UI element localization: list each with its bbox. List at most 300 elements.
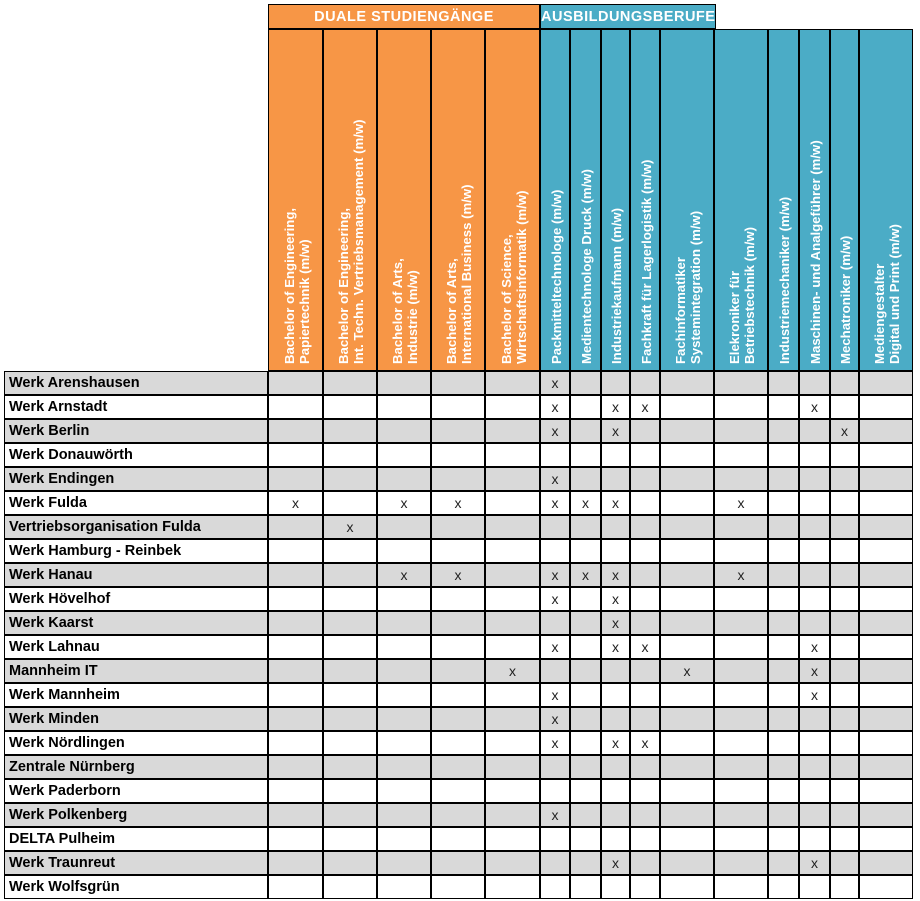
table-cell — [570, 755, 601, 779]
check-mark: x — [540, 371, 570, 395]
table-cell — [601, 515, 630, 539]
table-cell — [323, 683, 377, 707]
table-cell — [377, 467, 431, 491]
table-cell — [768, 491, 799, 515]
table-cell — [323, 803, 377, 827]
table-cell — [630, 515, 660, 539]
table-cell — [660, 611, 714, 635]
table-cell — [768, 731, 799, 755]
table-cell — [799, 803, 830, 827]
table-cell — [570, 803, 601, 827]
table-cell — [768, 515, 799, 539]
check-mark: x — [714, 563, 768, 587]
table-cell — [859, 539, 913, 563]
table-cell — [714, 803, 768, 827]
check-mark: x — [799, 395, 830, 419]
table-cell — [377, 611, 431, 635]
column-header-label: Medientechnologe Druck (m/w) — [579, 169, 594, 364]
table-cell — [601, 467, 630, 491]
table-cell — [540, 443, 570, 467]
check-mark: x — [601, 851, 630, 875]
check-mark: x — [601, 587, 630, 611]
check-mark: x — [323, 515, 377, 539]
table-cell — [431, 371, 485, 395]
table-cell — [830, 395, 859, 419]
table-cell — [570, 659, 601, 683]
check-mark: x — [268, 491, 323, 515]
table-cell — [485, 371, 540, 395]
table-cell — [485, 683, 540, 707]
table-cell — [377, 659, 431, 683]
table-cell — [799, 467, 830, 491]
table-cell — [431, 539, 485, 563]
table-cell — [431, 395, 485, 419]
table-cell — [830, 707, 859, 731]
table-cell — [268, 707, 323, 731]
table-cell — [485, 875, 540, 899]
check-mark: x — [601, 563, 630, 587]
table-cell — [859, 395, 913, 419]
column-header-label: Fachkraft für Lagerlogistik (m/w) — [638, 159, 654, 364]
table-cell — [630, 683, 660, 707]
column-header-label: Mediengestalter Digital und Print (m/w) — [872, 224, 902, 364]
table-cell — [377, 827, 431, 851]
check-mark: x — [799, 683, 830, 707]
column-header-label: Maschinen- und Analgeführer (m/w) — [808, 140, 823, 364]
table-cell — [630, 371, 660, 395]
table-cell — [830, 827, 859, 851]
table-cell — [799, 587, 830, 611]
check-mark: x — [630, 635, 660, 659]
table-cell — [540, 611, 570, 635]
table-cell — [268, 755, 323, 779]
table-cell — [799, 515, 830, 539]
row-label: Werk Traunreut — [4, 851, 268, 875]
table-cell — [660, 755, 714, 779]
row-label: Werk Mannheim — [4, 683, 268, 707]
table-cell — [630, 827, 660, 851]
table-cell — [768, 683, 799, 707]
table-cell — [660, 827, 714, 851]
table-cell — [714, 851, 768, 875]
table-cell — [570, 611, 601, 635]
table-cell — [660, 443, 714, 467]
column-header — [830, 29, 859, 371]
table-cell — [768, 563, 799, 587]
table-cell — [859, 875, 913, 899]
table-cell — [485, 779, 540, 803]
check-mark: x — [431, 563, 485, 587]
table-cell — [377, 395, 431, 419]
table-cell — [660, 875, 714, 899]
table-cell — [377, 755, 431, 779]
check-mark: x — [540, 683, 570, 707]
table-cell — [601, 875, 630, 899]
table-cell — [768, 611, 799, 635]
table-cell — [323, 491, 377, 515]
check-mark: x — [799, 851, 830, 875]
check-mark: x — [714, 491, 768, 515]
table-cell — [485, 491, 540, 515]
table-cell — [768, 635, 799, 659]
column-header — [768, 29, 799, 371]
check-mark: x — [660, 659, 714, 683]
table-cell — [540, 539, 570, 563]
table-cell — [714, 875, 768, 899]
check-mark: x — [630, 731, 660, 755]
row-label: Werk Wolfsgrün — [4, 875, 268, 899]
table-cell — [768, 467, 799, 491]
table-cell — [660, 371, 714, 395]
table-cell — [630, 539, 660, 563]
column-header-label: Industriemechaniker (m/w) — [777, 196, 792, 364]
table-cell — [660, 491, 714, 515]
table-cell — [485, 707, 540, 731]
table-cell — [630, 779, 660, 803]
table-cell — [323, 635, 377, 659]
table-cell — [570, 467, 601, 491]
table-cell — [768, 539, 799, 563]
check-mark: x — [601, 611, 630, 635]
check-mark: x — [601, 731, 630, 755]
table-cell — [431, 875, 485, 899]
table-cell — [714, 659, 768, 683]
table-cell — [660, 707, 714, 731]
table-cell — [570, 419, 601, 443]
check-mark: x — [540, 587, 570, 611]
table-cell — [830, 635, 859, 659]
table-cell — [485, 731, 540, 755]
table-cell — [570, 851, 601, 875]
table-cell — [377, 683, 431, 707]
table-cell — [323, 467, 377, 491]
column-header — [601, 29, 630, 371]
table-cell — [431, 443, 485, 467]
table-cell — [570, 395, 601, 419]
table-cell — [431, 755, 485, 779]
table-cell — [268, 659, 323, 683]
table-cell — [714, 515, 768, 539]
row-label: Zentrale Nürnberg — [4, 755, 268, 779]
table-cell — [323, 371, 377, 395]
table-cell — [630, 563, 660, 587]
column-header — [485, 29, 540, 371]
table-cell — [660, 803, 714, 827]
table-cell — [714, 467, 768, 491]
table-cell — [830, 779, 859, 803]
table-cell — [660, 419, 714, 443]
table-cell — [859, 611, 913, 635]
table-cell — [570, 539, 601, 563]
check-mark: x — [377, 491, 431, 515]
table-cell — [570, 875, 601, 899]
check-mark: x — [540, 491, 570, 515]
row-label: Werk Donauwörth — [4, 443, 268, 467]
table-cell — [859, 851, 913, 875]
table-cell — [660, 635, 714, 659]
table-cell — [601, 827, 630, 851]
table-cell — [377, 443, 431, 467]
check-mark: x — [540, 635, 570, 659]
table-cell — [431, 707, 485, 731]
table-cell — [714, 731, 768, 755]
table-cell — [768, 659, 799, 683]
table-cell — [377, 851, 431, 875]
table-cell — [268, 683, 323, 707]
table-cell — [323, 779, 377, 803]
table-cell — [830, 539, 859, 563]
column-header-label: Industriekaufmann (m/w) — [609, 207, 624, 364]
table-cell — [714, 371, 768, 395]
table-cell — [660, 731, 714, 755]
table-cell — [859, 587, 913, 611]
table-cell — [859, 707, 913, 731]
row-label: Werk Arenshausen — [4, 371, 268, 395]
table-cell — [377, 587, 431, 611]
table-cell — [768, 779, 799, 803]
group-header: AUSBILDUNGSBERUFE — [540, 4, 716, 29]
table-cell — [830, 803, 859, 827]
table-cell — [799, 611, 830, 635]
table-cell — [268, 611, 323, 635]
table-cell — [323, 731, 377, 755]
table-cell — [799, 827, 830, 851]
table-cell — [323, 611, 377, 635]
table-cell — [601, 707, 630, 731]
table-cell — [485, 467, 540, 491]
table-cell — [323, 707, 377, 731]
table-cell — [268, 587, 323, 611]
table-cell — [859, 755, 913, 779]
table-cell — [630, 587, 660, 611]
table-cell — [323, 587, 377, 611]
table-cell — [830, 683, 859, 707]
check-mark: x — [377, 563, 431, 587]
check-mark: x — [540, 803, 570, 827]
table-cell — [377, 371, 431, 395]
table-cell — [268, 467, 323, 491]
table-cell — [830, 443, 859, 467]
table-cell — [714, 635, 768, 659]
table-cell — [799, 779, 830, 803]
table-cell — [601, 659, 630, 683]
table-cell — [714, 539, 768, 563]
table-cell — [714, 827, 768, 851]
table-cell — [485, 635, 540, 659]
table-cell — [268, 827, 323, 851]
table-cell — [859, 683, 913, 707]
row-label: Werk Nördlingen — [4, 731, 268, 755]
table-cell — [377, 731, 431, 755]
table-cell — [859, 563, 913, 587]
table-cell — [859, 731, 913, 755]
table-cell — [540, 875, 570, 899]
table-cell — [601, 803, 630, 827]
table-cell — [660, 395, 714, 419]
table-cell — [431, 827, 485, 851]
table-cell — [859, 515, 913, 539]
column-header — [540, 29, 570, 371]
column-header — [268, 29, 323, 371]
table-cell — [601, 779, 630, 803]
column-header-label: Bachelor of Science, Wirtschaftsinformatik (m/w) — [498, 190, 529, 364]
table-cell — [768, 707, 799, 731]
table-cell — [431, 731, 485, 755]
table-cell — [268, 779, 323, 803]
column-header — [431, 29, 485, 371]
table-cell — [431, 683, 485, 707]
column-header-label: Bachelor of Arts, International Business (m/w) — [444, 184, 474, 364]
check-mark: x — [540, 467, 570, 491]
table-cell — [830, 851, 859, 875]
column-header-label: Bachelor of Arts, Industrie (m/w) — [390, 258, 420, 364]
row-label: Werk Arnstadt — [4, 395, 268, 419]
table-cell — [768, 371, 799, 395]
table-cell — [714, 587, 768, 611]
table-cell — [485, 395, 540, 419]
table-cell — [268, 515, 323, 539]
table-cell — [660, 515, 714, 539]
table-cell — [268, 635, 323, 659]
table-cell — [830, 563, 859, 587]
table-cell — [268, 875, 323, 899]
table-cell — [859, 803, 913, 827]
table-cell — [377, 419, 431, 443]
row-label: Werk Hamburg - Reinbek — [4, 539, 268, 563]
check-mark: x — [540, 707, 570, 731]
column-header-label: Fachinformatiker Systemintegration (m/w) — [673, 210, 703, 364]
table-cell — [660, 539, 714, 563]
group-header: DUALE STUDIENGÄNGE — [268, 4, 540, 29]
check-mark: x — [601, 635, 630, 659]
table-cell — [540, 755, 570, 779]
row-label: Werk Fulda — [4, 491, 268, 515]
check-mark: x — [540, 731, 570, 755]
table-cell — [323, 755, 377, 779]
check-mark: x — [540, 419, 570, 443]
table-cell — [859, 635, 913, 659]
table-cell — [485, 443, 540, 467]
table-cell — [630, 707, 660, 731]
row-label: Werk Polkenberg — [4, 803, 268, 827]
table-cell — [714, 443, 768, 467]
table-cell — [268, 419, 323, 443]
row-label: Werk Hövelhof — [4, 587, 268, 611]
table-cell — [323, 539, 377, 563]
table-cell — [830, 731, 859, 755]
column-header — [570, 29, 601, 371]
table-cell — [323, 851, 377, 875]
row-label: Mannheim IT — [4, 659, 268, 683]
row-label: Werk Kaarst — [4, 611, 268, 635]
check-mark: x — [540, 563, 570, 587]
table-cell — [859, 779, 913, 803]
table-cell — [570, 707, 601, 731]
column-header-label: Bachelor of Engineering, Int. Techn. Vertriebsmanagement (m/w) — [336, 119, 366, 364]
check-mark: x — [630, 395, 660, 419]
table-cell — [714, 755, 768, 779]
table-cell — [660, 779, 714, 803]
table-cell — [485, 755, 540, 779]
table-cell — [601, 539, 630, 563]
table-cell — [830, 611, 859, 635]
table-cell — [268, 395, 323, 419]
table-cell — [714, 611, 768, 635]
row-label: Werk Paderborn — [4, 779, 268, 803]
table-cell — [830, 515, 859, 539]
table-cell — [323, 659, 377, 683]
column-header — [660, 29, 714, 371]
table-cell — [485, 587, 540, 611]
table-cell — [570, 587, 601, 611]
table-cell — [660, 851, 714, 875]
table-cell — [830, 371, 859, 395]
check-mark: x — [485, 659, 540, 683]
table-cell — [485, 611, 540, 635]
row-label: Werk Hanau — [4, 563, 268, 587]
row-label: Werk Endingen — [4, 467, 268, 491]
table-cell — [268, 851, 323, 875]
table-cell — [799, 491, 830, 515]
table-cell — [768, 827, 799, 851]
table-cell — [799, 875, 830, 899]
column-header — [714, 29, 768, 371]
table-cell — [570, 443, 601, 467]
table-cell — [768, 851, 799, 875]
table-cell — [630, 467, 660, 491]
table-cell — [714, 779, 768, 803]
table-cell — [485, 803, 540, 827]
check-mark: x — [601, 419, 630, 443]
table-cell — [570, 827, 601, 851]
table-cell — [268, 563, 323, 587]
table-cell — [431, 659, 485, 683]
table-cell — [799, 731, 830, 755]
column-header-label: Elekroniker für Betriebstechnik (m/w) — [727, 226, 757, 364]
table-cell — [830, 467, 859, 491]
table-cell — [799, 443, 830, 467]
table-cell — [377, 803, 431, 827]
table-cell — [323, 395, 377, 419]
column-header — [799, 29, 830, 371]
table-cell — [660, 683, 714, 707]
table-cell — [830, 587, 859, 611]
table-cell — [630, 851, 660, 875]
check-mark: x — [431, 491, 485, 515]
table-cell — [431, 851, 485, 875]
table-cell — [485, 539, 540, 563]
table-cell — [377, 707, 431, 731]
row-label: DELTA Pulheim — [4, 827, 268, 851]
row-label: Werk Lahnau — [4, 635, 268, 659]
table-cell — [859, 467, 913, 491]
table-cell — [431, 611, 485, 635]
table-cell — [485, 827, 540, 851]
table-cell — [859, 371, 913, 395]
table-cell — [830, 659, 859, 683]
table-cell — [540, 827, 570, 851]
column-header-label: Mechatroniker (m/w) — [838, 235, 853, 364]
table-cell — [540, 851, 570, 875]
table-cell — [601, 755, 630, 779]
table-cell — [859, 827, 913, 851]
column-header-label: Bachelor of Engineering, Papiertechnik (m/w) — [281, 207, 312, 364]
table-cell — [799, 539, 830, 563]
table-cell — [485, 419, 540, 443]
column-header — [323, 29, 377, 371]
table-cell — [268, 803, 323, 827]
table-cell — [431, 515, 485, 539]
